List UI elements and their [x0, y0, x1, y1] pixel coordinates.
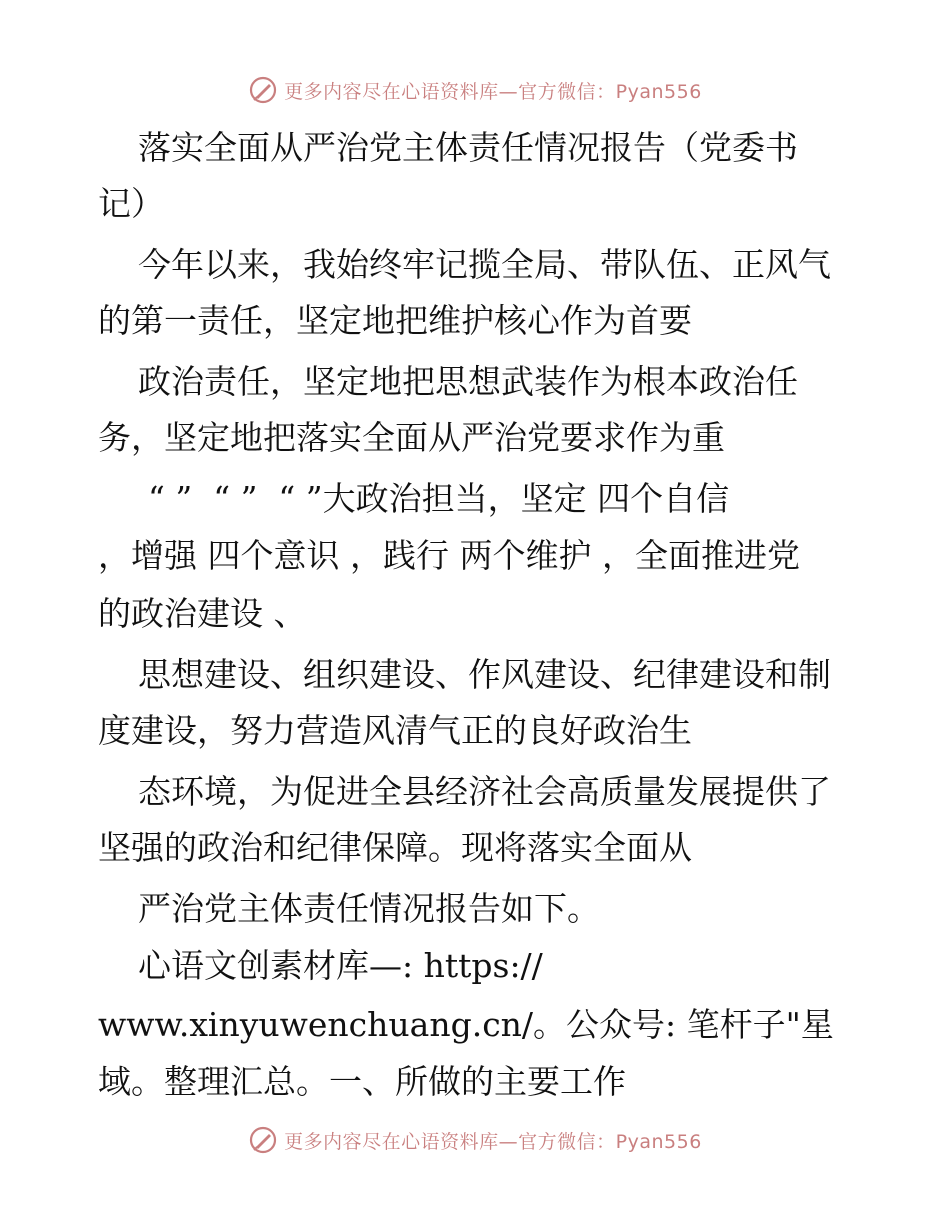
paragraph-line: 务，坚定地把落实全面从严治党要求作为重 — [98, 418, 725, 457]
paragraph-line: 坚强的政治和纪律保障。现将落实全面从 — [98, 828, 692, 867]
paragraph-line: 心语文创素材库—: https:// — [138, 946, 543, 985]
quill-pen-logo-icon — [248, 75, 278, 105]
watermark-text: 更多内容尽在心语资料库—官方微信：Pyan556 — [284, 80, 702, 103]
document-title: 落实全面从严治党主体责任情况报告（党委书 — [138, 128, 798, 167]
paragraph-line: 态环境，为促进全县经济社会高质量发展提供了 — [138, 772, 831, 811]
paragraph-line: 今年以来，我始终牢记揽全局、带队伍、正风气 — [138, 245, 831, 284]
paragraph-line: 度建设，努力营造风清气正的良好政治生 — [98, 711, 692, 750]
footer-watermark — [0, 1123, 950, 1157]
paragraph-line: www.xinyuwenchuang.cn/。公众号: 笔杆子"星 — [98, 1005, 834, 1044]
paragraph-line: 政治责任，坚定地把思想武装作为根本政治任 — [138, 362, 798, 401]
paragraph-line: 的政治建设 、 — [98, 594, 307, 633]
paragraph-line: 的第一责任，坚定地把维护核心作为首要 — [98, 301, 692, 340]
header-watermark — [0, 73, 950, 107]
paragraph-line: 思想建设、组织建设、作风建设、纪律建设和制 — [138, 655, 831, 694]
paragraph-line: 严治党主体责任情况报告如下。 — [138, 889, 600, 928]
paragraph-line: “ ” “ ” “ ”大政治担当，坚定 四个自信 — [148, 479, 730, 518]
document-title-continued: 记） — [98, 184, 164, 223]
watermark-text: 更多内容尽在心语资料库—官方微信：Pyan556 — [284, 1130, 702, 1153]
paragraph-line: ，增强 四个意识 ，践行 两个维护 ，全面推进党 — [98, 536, 800, 575]
paragraph-line: 域。整理汇总。一、所做的主要工作 — [98, 1062, 626, 1101]
quill-pen-logo-icon — [248, 1125, 278, 1155]
